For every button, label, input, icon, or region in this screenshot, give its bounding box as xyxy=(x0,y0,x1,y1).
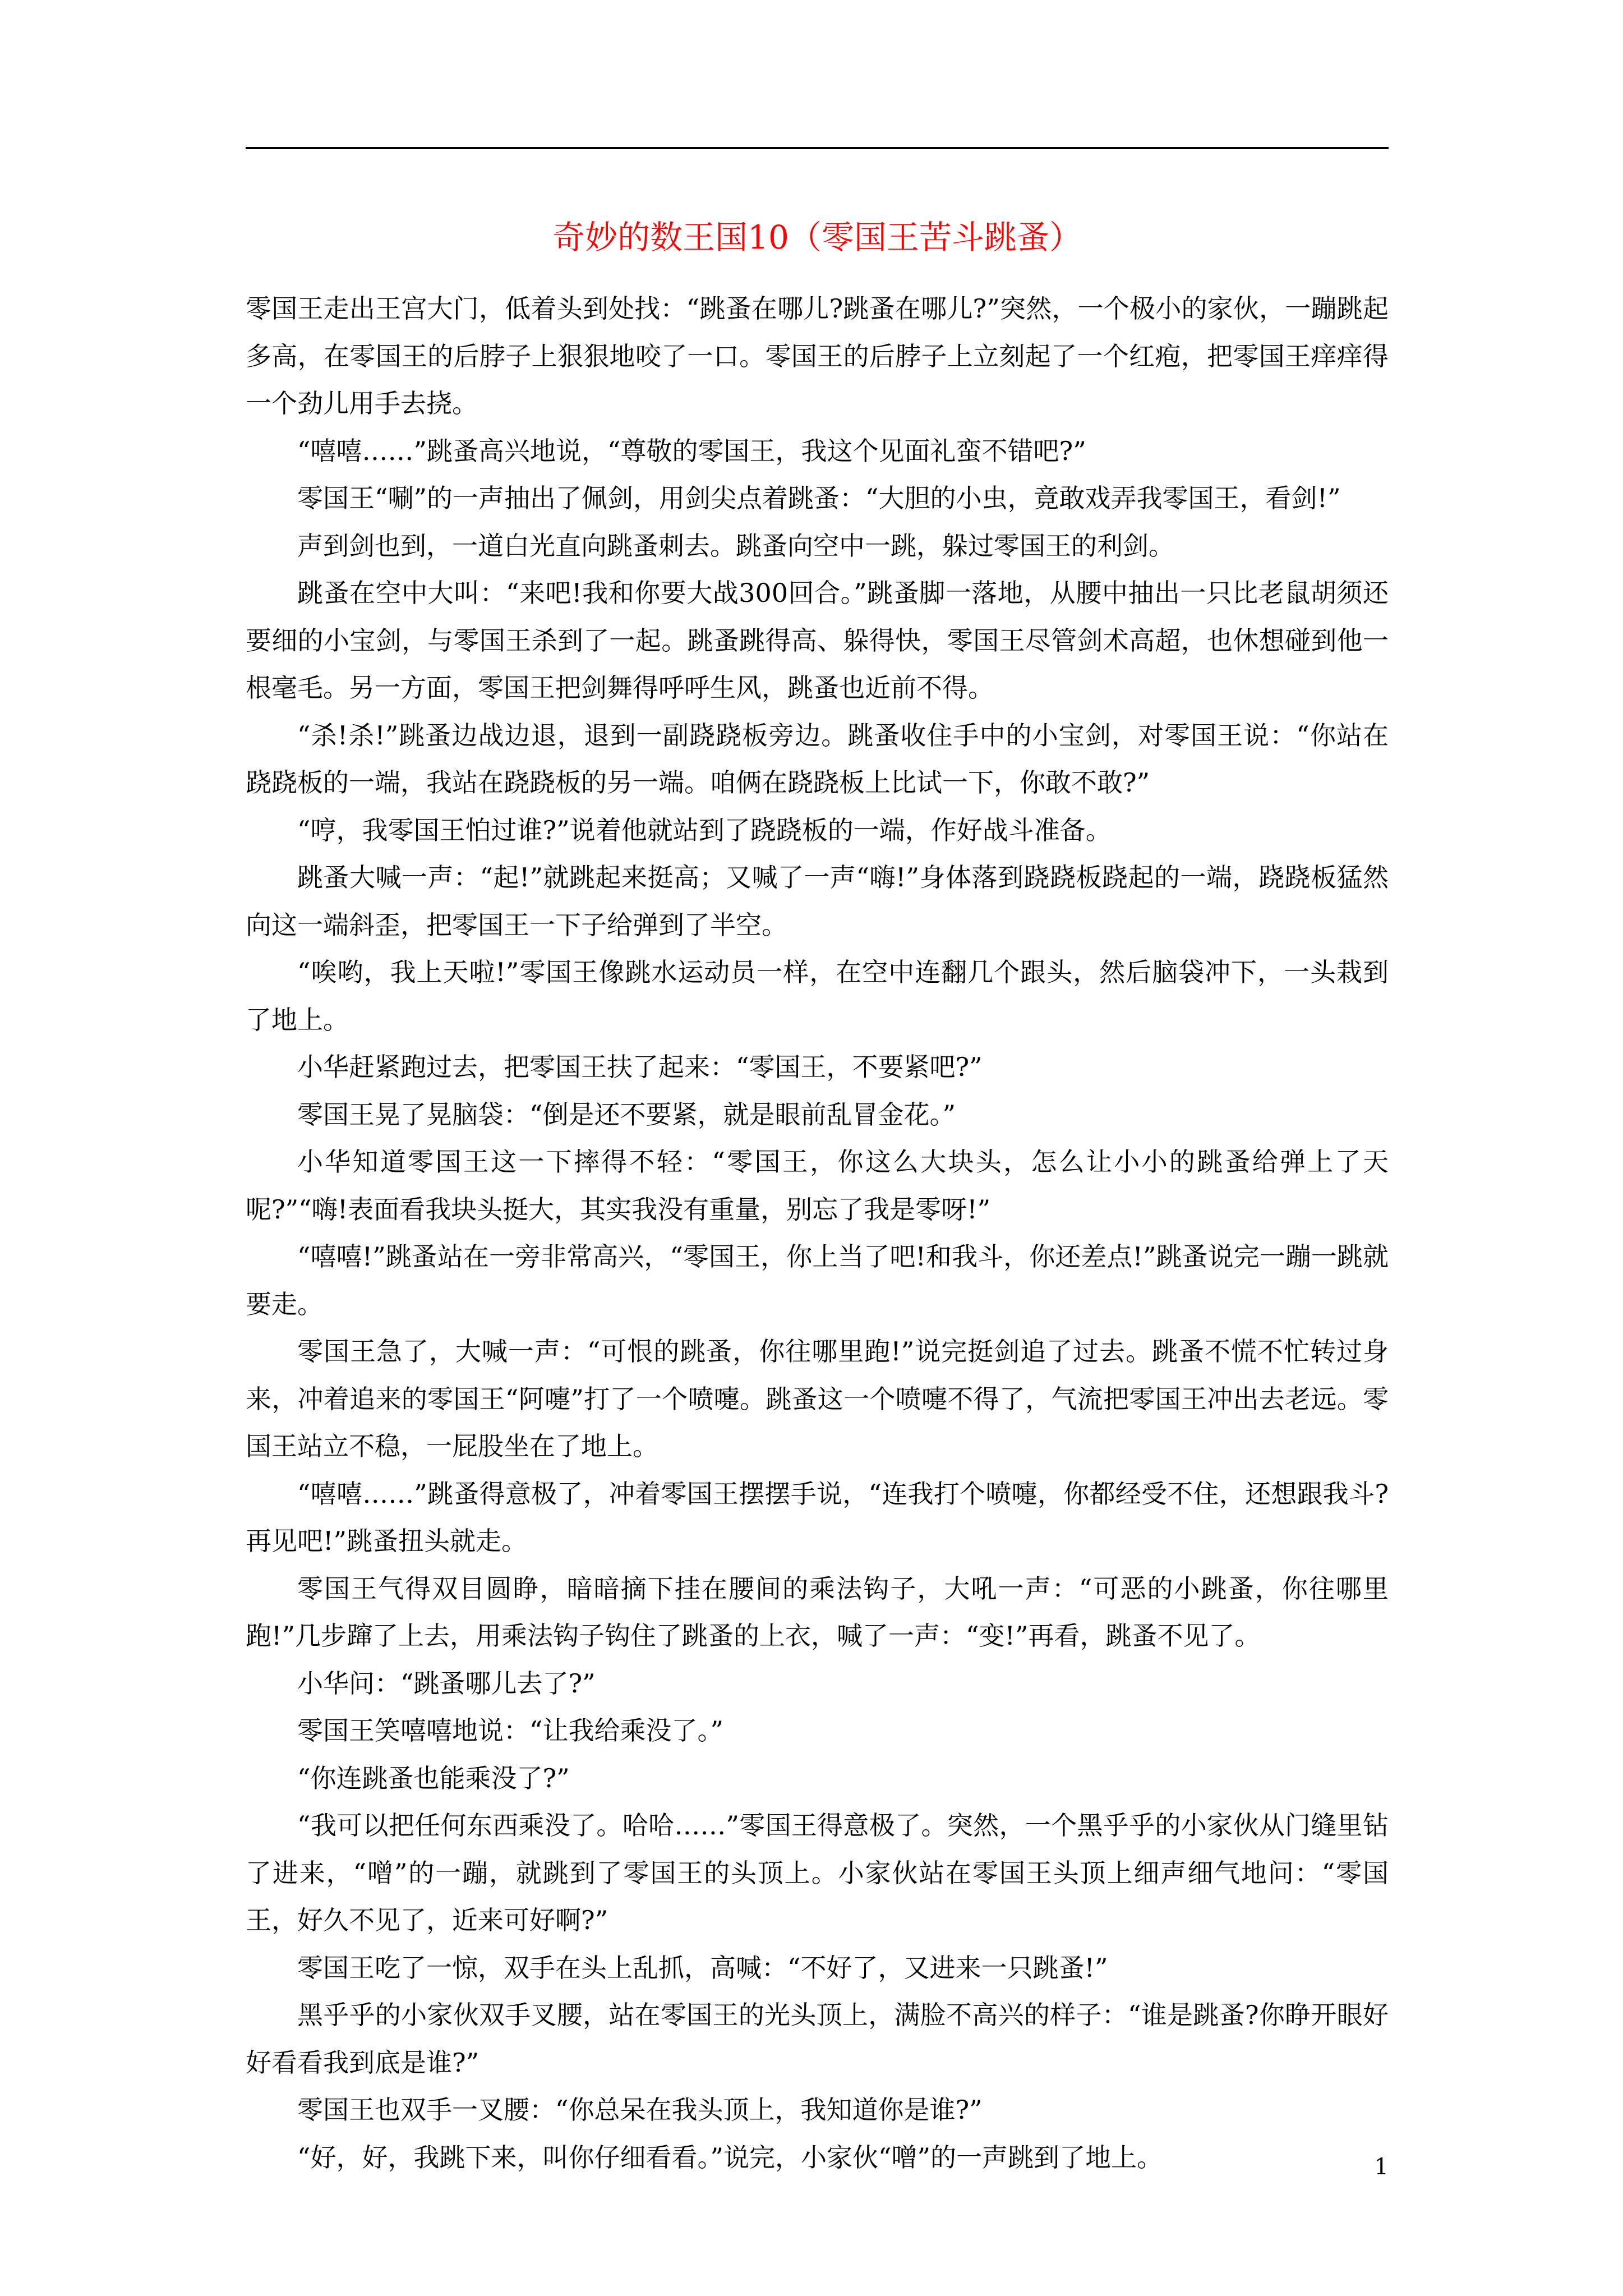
page-number: 1 xyxy=(1374,2154,1389,2180)
paragraph: 小华赶紧跑过去，把零国王扶了起来：“零国王，不要紧吧?” xyxy=(297,1052,983,1082)
paragraph: “唉哟，我上天啦!”零国王像跳水运动员一样，在空中连翻几个跟头，然后脑袋冲下，一头栽到了地上。 xyxy=(246,957,1389,1035)
header-rule xyxy=(246,147,1389,149)
paragraph: 声到剑也到，一道白光直向跳蚤刺去。跳蚤向空中一跳，躲过零国王的利剑。 xyxy=(297,530,1174,561)
paragraph: “你连跳蚤也能乘没了?” xyxy=(297,1763,570,1793)
paragraph: “嘻嘻……”跳蚤得意极了，冲着零国王摆摆手说，“连我打个喷嚏，你都经受不住，还想跟我斗?再见吧!”跳蚤扭头就走。 xyxy=(246,1478,1389,1556)
paragraph: 零国王也双手一叉腰：“你总呆在我头顶上，我知道你是谁?” xyxy=(297,2095,983,2125)
paragraph: 零国王“唰”的一声抽出了佩剑，用剑尖点着跳蚤：“大胆的小虫，竟敢戏弄我零国王，看剑!” xyxy=(297,483,1341,513)
paragraph: 零国王吃了一惊，双手在头上乱抓，高喊：“不好了，又进来一只跳蚤!” xyxy=(297,1952,1108,1983)
paragraph: 零国王走出王宫大门，低着头到处找：“跳蚤在哪儿?跳蚤在哪儿?”突然，一个极小的家伙，一蹦跳起多高，在零国王的后脖子上狠狠地咬了一口。零国王的后脖子上立刻起了一个红疱，把零国王痒痒得一个劲儿用手去挠。 xyxy=(246,293,1389,418)
document-title: 奇妙的数王国10（零国王苦斗跳蚤） xyxy=(552,218,1082,256)
paragraph: 零国王气得双目圆睁，暗暗摘下挂在腰间的乘法钩子，大吼一声：“可恶的小跳蚤，你往哪里跑!”几步蹿了上去，用乘法钩子钩住了跳蚤的上衣，喊了一声：“变!”再看，跳蚤不见了。 xyxy=(246,1573,1389,1651)
paragraph: “杀!杀!”跳蚤边战边退，退到一副跷跷板旁边。跳蚤收住手中的小宝剑，对零国王说：“你站在跷跷板的一端，我站在跷跷板的另一端。咱俩在跷跷板上比试一下，你敢不敢?” xyxy=(246,720,1389,798)
paragraph: 跳蚤在空中大叫：“来吧!我和你要大战300回合。”跳蚤脚一落地，从腰中抽出一只比老鼠胡须还要细的小宝剑，与零国王杀到了一起。跳蚤跳得高、躲得快，零国王尽管剑术高超，也休想碰到他一根毫毛。另一方面，零国王把剑舞得呼呼生风，跳蚤也近前不得。 xyxy=(246,578,1389,703)
paragraph: “嘻嘻!”跳蚤站在一旁非常高兴，“零国王，你上当了吧!和我斗，你还差点!”跳蚤说完一蹦一跳就要走。 xyxy=(246,1241,1389,1319)
paragraph: 跳蚤大喊一声：“起!”就跳起来挺高；又喊了一声“嗨!”身体落到跷跷板跷起的一端，跷跷板猛然向这一端斜歪，把零国王一下子给弹到了半空。 xyxy=(246,862,1389,940)
paragraph: 零国王晃了晃脑袋：“倒是还不要紧，就是眼前乱冒金花。” xyxy=(297,1099,956,1130)
paragraph: 小华知道零国王这一下摔得不轻：“零国王，你这么大块头，怎么让小小的跳蚤给弹上了天呢?”“嗨!表面看我块头挺大，其实我没有重量，别忘了我是零呀!” xyxy=(246,1147,1389,1225)
paragraph: 黑乎乎的小家伙双手叉腰，站在零国王的光头顶上，满脸不高兴的样子：“谁是跳蚤?你睁开眼好好看看我到底是谁?” xyxy=(246,2000,1389,2078)
paragraph: 小华问：“跳蚤哪儿去了?” xyxy=(297,1668,596,1699)
paragraph: “我可以把任何东西乘没了。哈哈……”零国王得意极了。突然，一个黑乎乎的小家伙从门缝里钻了进来，“噌”的一蹦，就跳到了零国王的头顶上。小家伙站在零国王头顶上细声细气地问：“零国王，好久不见了，近来可好啊?” xyxy=(246,1810,1389,1935)
paragraph: “哼，我零国王怕过谁?”说着他就站到了跷跷板的一端，作好战斗准备。 xyxy=(297,815,1112,845)
paragraph: 零国王笑嘻嘻地说：“让我给乘没了。” xyxy=(297,1715,724,1746)
document-body xyxy=(246,285,1389,2181)
paragraph: “好，好，我跳下来，叫你仔细看看。”说完，小家伙“噌”的一声跳到了地上。 xyxy=(297,2142,1163,2173)
paragraph: 零国王急了，大喊一声：“可恨的跳蚤，你往哪里跑!”说完挺剑追了过去。跳蚤不慌不忙转过身来，冲着追来的零国王“阿嚏”打了一个喷嚏。跳蚤这一个喷嚏不得了，气流把零国王冲出去老远。零国王站立不稳，一屁股坐在了地上。 xyxy=(246,1336,1389,1461)
paragraph: “嘻嘻……”跳蚤高兴地说，“尊敬的零国王，我这个见面礼蛮不错吧?” xyxy=(297,435,1086,466)
